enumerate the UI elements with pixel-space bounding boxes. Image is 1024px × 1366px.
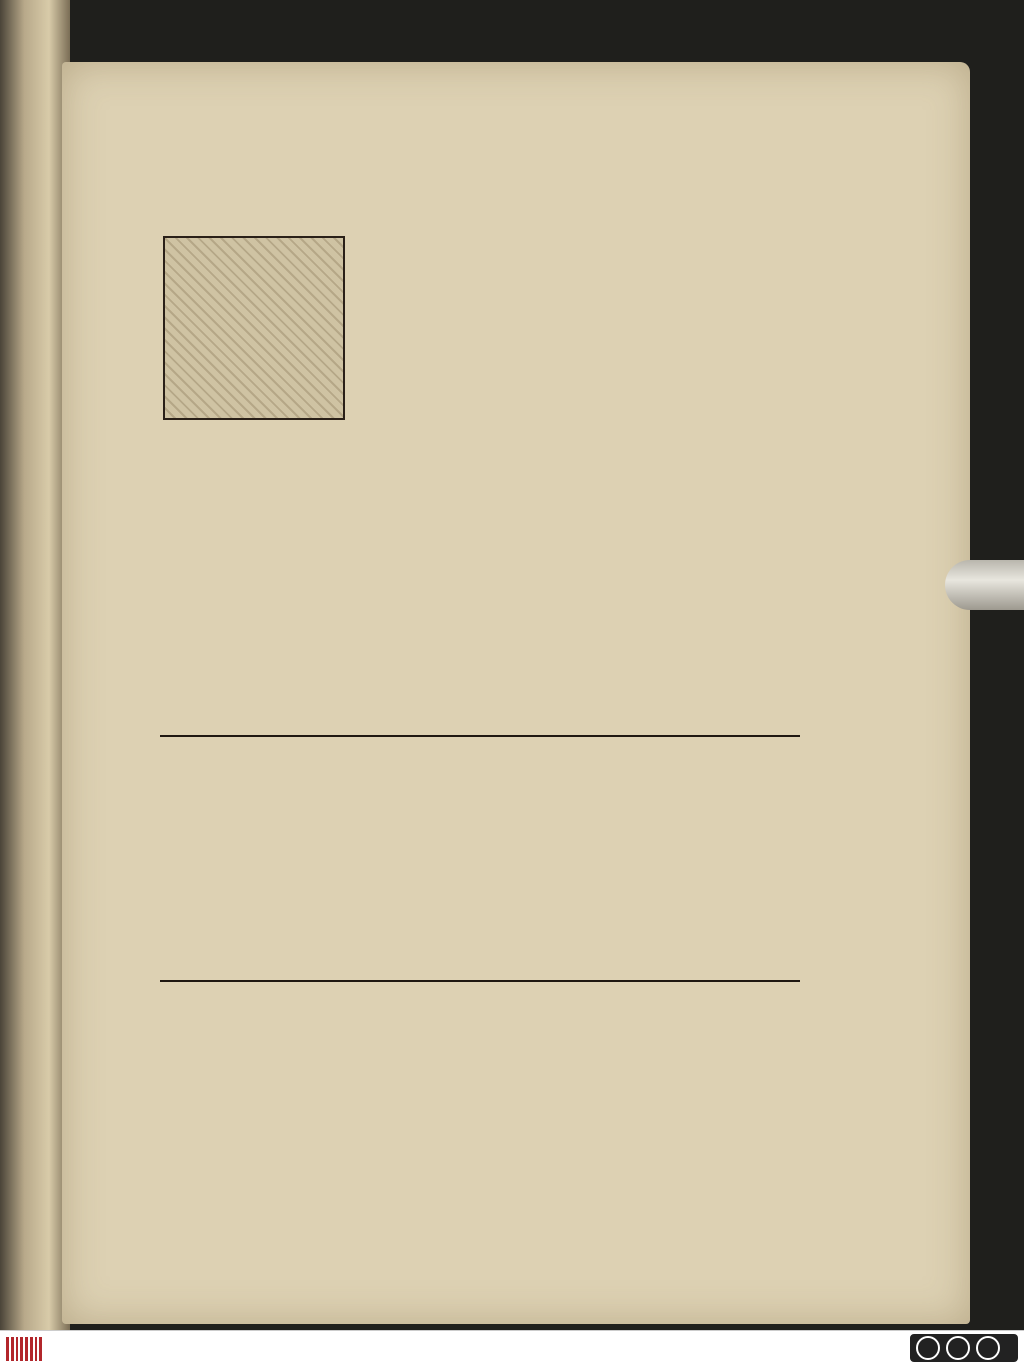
decorated-initial: [163, 236, 345, 420]
left-page-gutter-numbers: [0, 370, 59, 850]
hab-logo-icon[interactable]: [6, 1337, 42, 1361]
cc-icon: [916, 1336, 940, 1360]
sa-icon: [976, 1336, 1000, 1360]
left-page-edge: [0, 0, 70, 1330]
table-bottom-rule: [160, 980, 800, 982]
by-icon: [946, 1336, 970, 1360]
cc-license-badge[interactable]: [910, 1334, 1018, 1362]
bookmark-band: [945, 560, 1024, 610]
viewer-bottom-bar: [0, 1330, 1024, 1366]
table-top-rule: [160, 735, 800, 737]
